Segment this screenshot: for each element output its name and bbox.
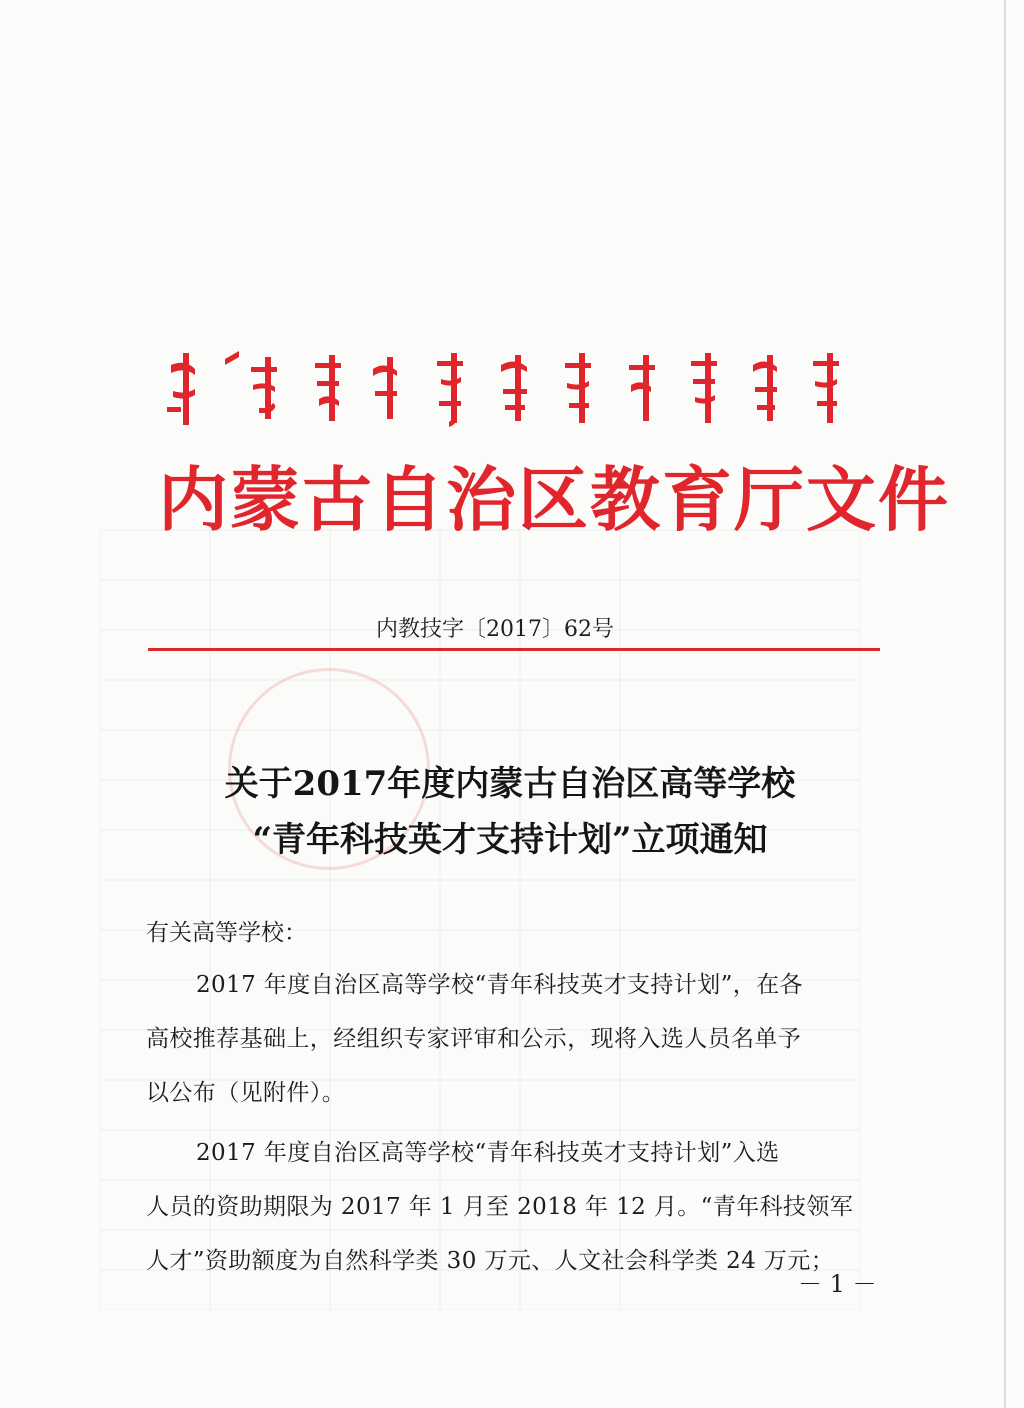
document-title-line-1: 关于2017年度内蒙古自治区高等学校 bbox=[224, 764, 796, 804]
page-number: － 1 － bbox=[798, 1270, 877, 1298]
paragraph-2-line-3: 人才”资助额度为自然科学类 30 万元、人文社会科学类 24 万元； bbox=[146, 1248, 835, 1274]
paragraph-1-line-2: 高校推荐基础上，经组织专家评审和公示，现将入选人员名单予 bbox=[146, 1026, 802, 1052]
document-number: 内教技字〔2017〕62号 bbox=[376, 617, 614, 642]
paragraph-1-line-1: 2017 年度自治区高等学校“青年科技英才支持计划”，在各 bbox=[196, 972, 803, 998]
red-divider-rule bbox=[148, 648, 880, 651]
paragraph-1-line-3: 以公布（见附件）。 bbox=[146, 1080, 346, 1106]
paragraph-2-line-1: 2017 年度自治区高等学校“青年科技英才支持计划”入选 bbox=[196, 1140, 780, 1166]
scan-edge bbox=[1004, 0, 1006, 1408]
issuing-authority-title: 内蒙古自治区教育厅文件 bbox=[158, 459, 950, 541]
document-title-line-2: “青年科技英才支持计划”立项通知 bbox=[252, 820, 768, 860]
salutation: 有关高等学校： bbox=[146, 920, 307, 946]
mongolian-script-header bbox=[155, 345, 860, 433]
paragraph-2-line-2: 人员的资助期限为 2017 年 1 月至 2018 年 12 月。“青年科技领军 bbox=[146, 1194, 854, 1220]
